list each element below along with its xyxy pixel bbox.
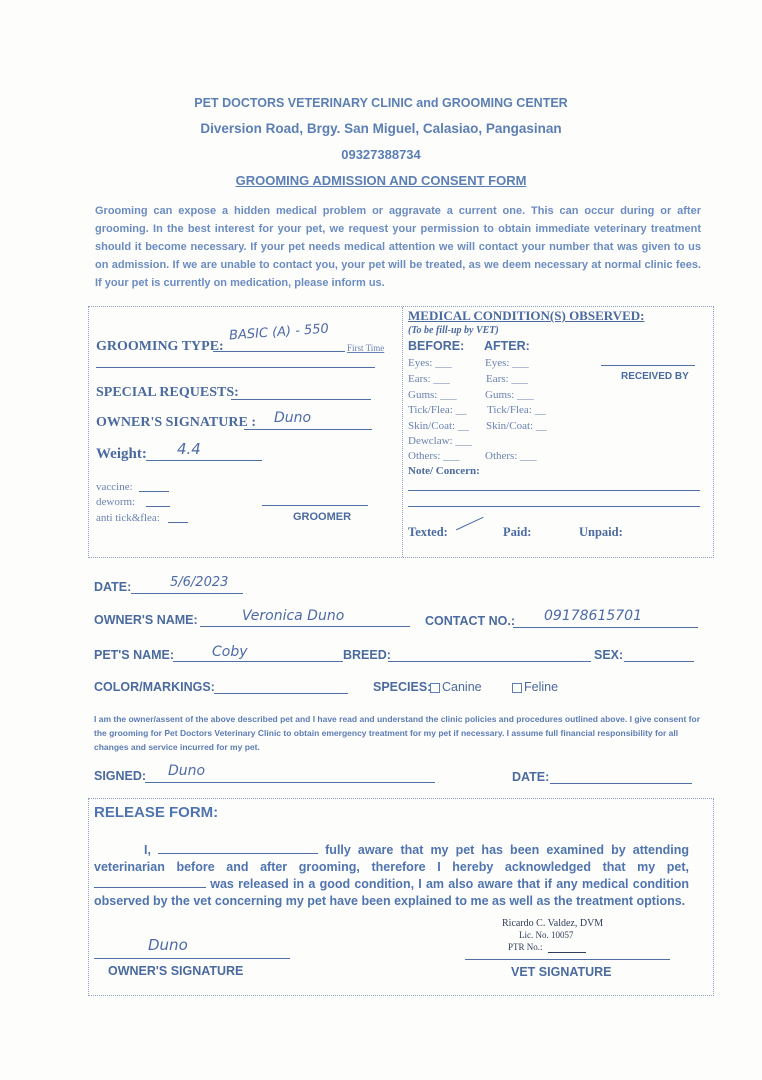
note-line-2[interactable] <box>408 506 700 507</box>
species-label: SPECIES: <box>373 680 432 694</box>
paid-label: Paid: <box>503 525 532 539</box>
owner-name-value[interactable]: Veronica Duno <box>242 608 345 624</box>
before-gums: Gums: ___ <box>408 389 457 401</box>
date-line <box>131 593 243 594</box>
before-ears: Ears: ___ <box>408 373 450 385</box>
breed-line[interactable] <box>388 661 591 662</box>
pet-name-label: PET'S NAME: <box>94 648 175 662</box>
canine-label: Canine <box>442 680 482 694</box>
pet-name-line <box>173 661 343 662</box>
groomer-label: GROOMER <box>293 511 352 523</box>
owner-signature-value[interactable]: Duno <box>274 410 312 426</box>
after-gums: Gums: ___ <box>485 389 534 401</box>
date-label: DATE: <box>94 580 132 594</box>
before-others: Others: ___ <box>408 450 460 462</box>
before-tick-flea: Tick/Flea: __ <box>408 404 467 416</box>
vaccine-line[interactable] <box>139 491 169 492</box>
release-title: RELEASE FORM: <box>94 804 219 821</box>
before-label: BEFORE: <box>408 339 465 353</box>
vet-signature-label: VET SIGNATURE <box>511 965 612 979</box>
first-time-label: First Time <box>347 343 385 353</box>
vaccine-label: vaccine: <box>96 481 133 493</box>
form-title: GROOMING ADMISSION AND CONSENT FORM <box>235 173 527 188</box>
deworm-line[interactable] <box>146 506 170 507</box>
intro-paragraph: Grooming can expose a hidden medical problem or aggravate a current one. This can occur during or after grooming. In the best interest for your pet, we request your permission to obtain immediate veterinary treatment should it become necessary. If your pet needs medical attention we will contact your number that was given to us on admission. If we are unable to contact you, your pet will be treated, as we deem necessary at normal clinic fees. If your pet is currently on medication, please inform us. <box>95 205 701 289</box>
anti-tick-label: anti tick&flea: <box>96 512 160 524</box>
grooming-type-line-2 <box>96 367 375 368</box>
release-part-3: was released in a good condition, I am also aware that if any medical condition observed by the vet concerning my pet have been explained to me as well as the treatment options. <box>94 877 689 908</box>
signed-date-line[interactable] <box>550 783 692 784</box>
box-divider <box>402 307 403 557</box>
weight-value[interactable]: 4.4 <box>177 440 201 458</box>
vet-ptr-line <box>548 952 586 953</box>
grooming-type-label: GROOMING TYPE: <box>96 339 224 354</box>
weight-line <box>146 460 262 461</box>
signed-value[interactable]: Duno <box>168 763 206 779</box>
grooming-type-value[interactable]: BASIC (A) - 550 <box>228 321 330 344</box>
note-line-1[interactable] <box>408 490 700 491</box>
clinic-name: PET DOCTORS VETERINARY CLINIC and GROOMING CENTER <box>194 96 568 110</box>
breed-label: BREED: <box>343 648 391 662</box>
vet-ptr-stamp: PTR No.: <box>508 942 543 952</box>
weight-label: Weight: <box>96 446 147 462</box>
after-eyes: Eyes: ___ <box>485 357 529 369</box>
release-paragraph <box>94 842 689 910</box>
release-part-1: I, <box>144 843 151 857</box>
release-part-2: fully aware that my pet has been examined by attending veterinarian before and after grooming, therefore I hereby acknowledged that my pet, <box>94 843 689 874</box>
vet-license-stamp: Lic. No. 10057 <box>519 930 574 940</box>
before-eyes: Eyes: ___ <box>408 357 452 369</box>
color-markings-line[interactable] <box>214 693 348 694</box>
deworm-label: deworm: <box>96 496 136 508</box>
medical-title: MEDICAL CONDITION(S) OBSERVED: <box>408 308 645 323</box>
after-label: AFTER: <box>484 339 530 353</box>
before-dewclaw: Dewclaw: ___ <box>408 435 472 447</box>
owner-signature-line <box>244 429 372 430</box>
special-requests-line[interactable] <box>231 399 371 400</box>
after-tick-flea: Tick/Flea: __ <box>487 404 546 416</box>
grooming-type-line <box>213 351 345 352</box>
after-skin-coat: Skin/Coat: __ <box>486 420 547 432</box>
owner-signature-line-bottom <box>94 958 290 959</box>
special-requests-label: SPECIAL REQUESTS: <box>96 385 239 400</box>
clinic-address: Diversion Road, Brgy. San Miguel, Calasiao, Pangasinan <box>200 121 562 136</box>
contact-value[interactable]: 09178615701 <box>544 608 642 624</box>
consent-paragraph: I am the owner/assent of the above described pet and I have read and understand the clinic policies and procedures outlined above. I give consent for the grooming for Pet Doctors Veterinary Clinic to obtain emergency treatment for my pet if necessary. I assume full financial responsibility for all changes and service incurred for my pet. <box>94 714 701 752</box>
date-value[interactable]: 5/6/2023 <box>170 575 229 590</box>
groomer-line <box>262 505 368 506</box>
texted-check-mark[interactable] <box>456 517 484 531</box>
medical-subtitle: (To be fill-up by VET) <box>408 325 499 336</box>
contact-label: CONTACT NO.: <box>425 614 516 628</box>
signed-line <box>145 782 435 783</box>
release-owner-name-blank[interactable] <box>158 853 318 854</box>
after-others: Others: ___ <box>485 450 537 462</box>
contact-line <box>513 627 698 628</box>
vet-name-stamp: Ricardo C. Valdez, DVM <box>502 918 604 929</box>
sex-line[interactable] <box>624 661 694 662</box>
after-ears: Ears: ___ <box>486 373 528 385</box>
owner-name-label: OWNER'S NAME: <box>94 613 198 627</box>
release-owner-signature-value[interactable]: Duno <box>148 936 188 954</box>
feline-checkbox[interactable] <box>512 683 522 693</box>
sex-label: SEX: <box>594 648 624 662</box>
grooming-medical-box <box>88 306 714 558</box>
pet-name-value[interactable]: Coby <box>212 644 248 660</box>
signed-date-label: DATE: <box>512 770 550 784</box>
before-skin-coat: Skin/Coat: __ <box>408 420 469 432</box>
texted-label: Texted: <box>408 525 448 539</box>
owner-signature-label: OWNER'S SIGNATURE : <box>96 415 256 430</box>
canine-checkbox[interactable] <box>430 683 440 693</box>
anti-tick-line[interactable] <box>168 522 188 523</box>
vet-signature-line <box>465 959 670 960</box>
release-pet-name-blank[interactable] <box>94 887 206 888</box>
owner-signature-label-bottom: OWNER'S SIGNATURE <box>108 964 244 978</box>
signed-label: SIGNED: <box>94 769 147 783</box>
note-label: Note/ Concern: <box>408 465 480 477</box>
unpaid-label: Unpaid: <box>579 525 623 539</box>
clinic-phone: 09327388734 <box>341 147 421 162</box>
owner-name-line <box>200 626 410 627</box>
color-markings-label: COLOR/MARKINGS: <box>94 680 215 694</box>
feline-label: Feline <box>524 680 559 694</box>
received-by-line[interactable] <box>601 365 695 366</box>
received-by-label: RECEIVED BY <box>621 371 689 382</box>
